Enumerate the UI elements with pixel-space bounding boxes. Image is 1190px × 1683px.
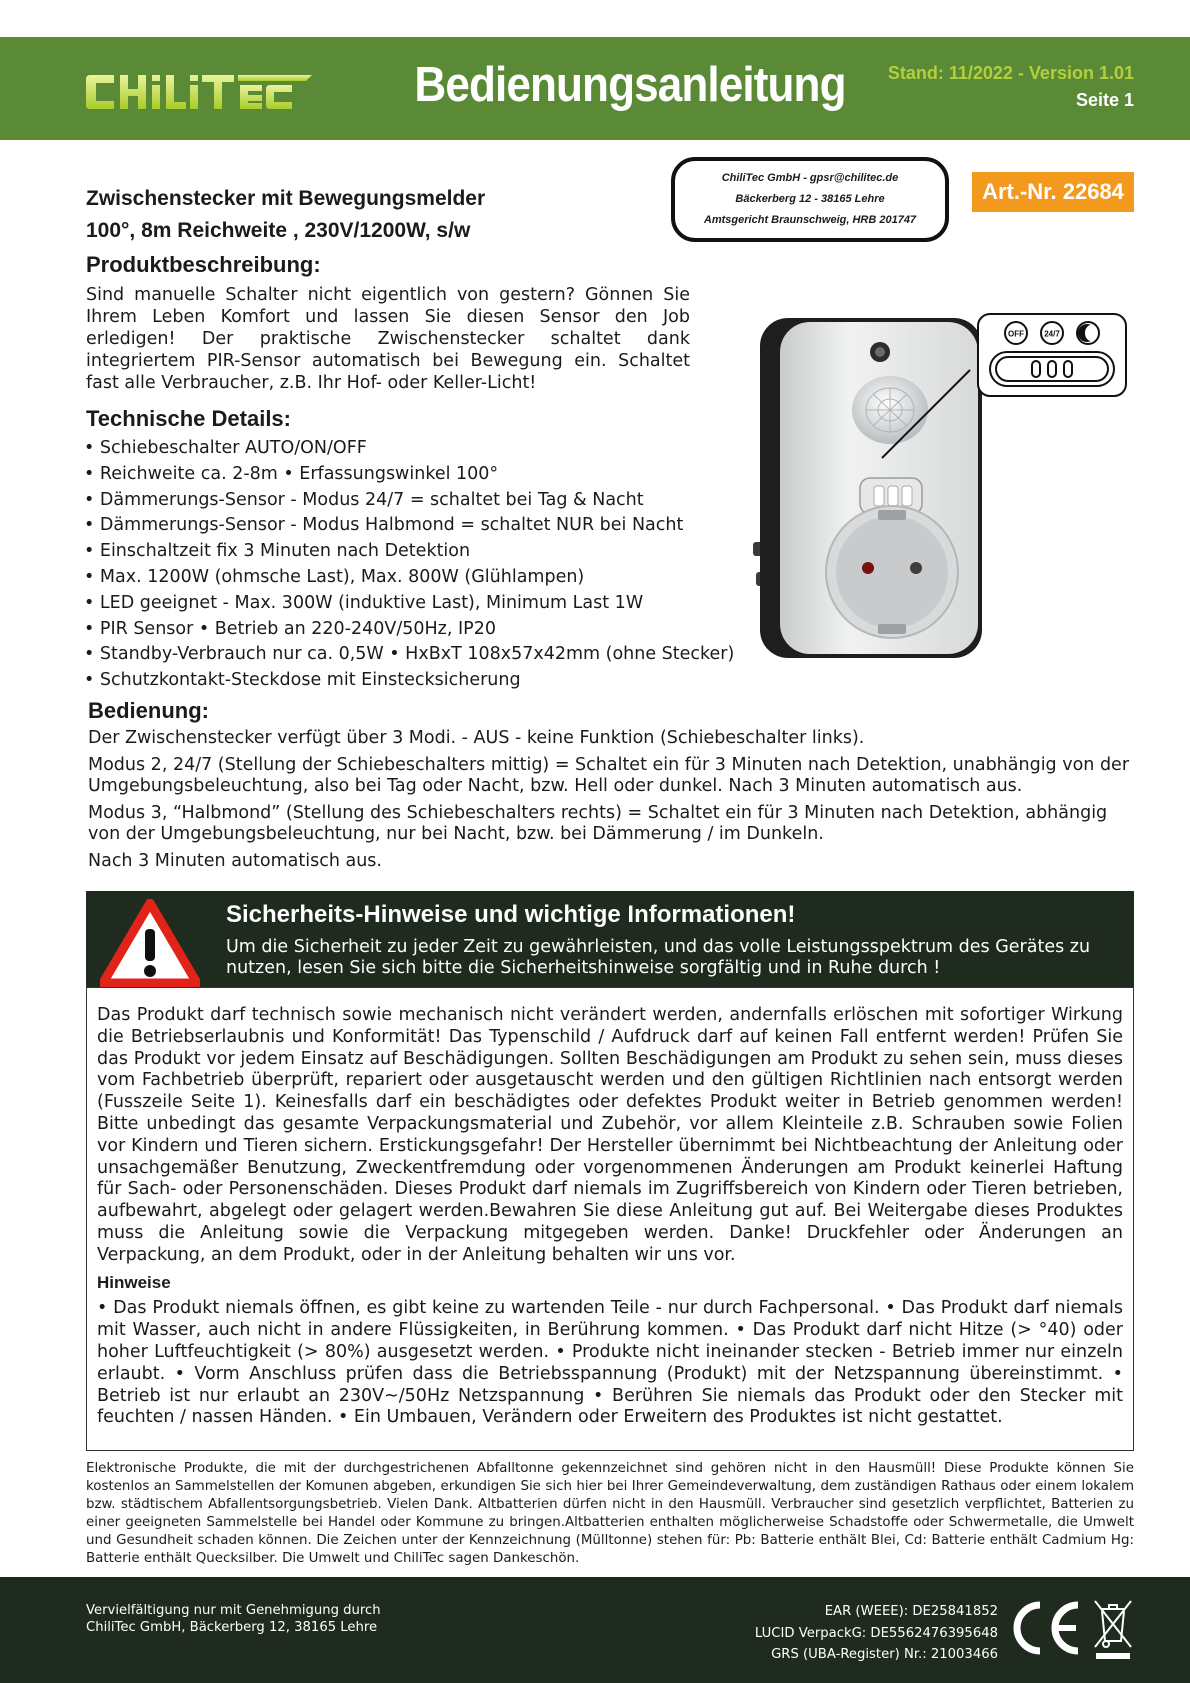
header-meta — [888, 63, 1134, 111]
tech-item: • LED geeignet - Max. 300W (induktive Last), Minimum Last 1W — [84, 592, 644, 613]
operation-paragraph: Modus 3, “Halbmond” (Stellung des Schiebeschalters rechts) = Schaltet ein für 3 Minuten nach Detektion, abhängig von der Umgebungsbeleuchtung, nur bei Nacht, bzw. bei Dämmerung / im Dunkeln. — [88, 802, 1108, 844]
footer-copyright — [86, 1602, 381, 1636]
document-title: Bedienungsanleitung — [414, 58, 846, 112]
description-heading: Produktbeschreibung: — [86, 252, 321, 277]
switch-label-24-7: 24/7 — [1044, 329, 1060, 339]
operation-paragraph: Der Zwischenstecker verfügt über 3 Modi. - AUS - keine Funktion (Schiebeschalter links). — [88, 728, 865, 748]
company-line1: ChiliTec GmbH - gpsr@chilitec.de — [721, 172, 899, 184]
tech-item: • Max. 1200W (ohmsche Last), Max. 800W (Glühlampen) — [84, 566, 585, 587]
page-number: Seite 1 — [1075, 90, 1134, 110]
tech-item: • PIR Sensor • Betrieb an 220-240V/50Hz, IP20 — [84, 618, 496, 639]
tech-item: • Dämmerungs-Sensor - Modus 24/7 = schaltet bei Tag & Nacht — [84, 489, 644, 510]
safety-title: Sicherheits-Hinweise und wichtige Informationen! — [226, 901, 796, 928]
article-number-badge: Art.-Nr. 22684 — [972, 172, 1134, 212]
tech-item: • Dämmerungs-Sensor - Modus Halbmond = schaltet NUR bei Nacht — [84, 515, 684, 536]
product-title-line1: Zwischenstecker mit Bewegungsmelder — [86, 187, 486, 210]
company-line2: Bäckerberg 12 - 38165 Lehre — [735, 193, 885, 205]
description-text: Sind manuelle Schalter nicht eigentlich von gestern? Gönnen Sie Ihrem Leben Komfort und lassen Sie diesen Sensor den Job erledigen! Der praktische Zwischenstecker schaltet dank integriertem PIR-Sensor automatisch bei Bewegung ein. Schaltet fast alle Verbraucher, z.B. Ihr Hof- oder Keller-Licht! — [86, 285, 690, 393]
tech-item: • Reichweite ca. 2-8m • Erfassungswinkel 100° — [84, 463, 499, 484]
grs-number: GRS (UBA-Register) Nr.: 21003466 — [771, 1647, 998, 1662]
tech-item: • Standby-Verbrauch nur ca. 0,5W • HxBxT 108x57x42mm (ohne Stecker) — [84, 644, 735, 665]
footer-registrations — [755, 1601, 998, 1666]
lucid-number: LUCID VerpackG: DE5562476395648 — [754, 1625, 998, 1641]
product-title-line2: 100°, 8m Reichweite , 230V/1200W, s/w — [86, 219, 471, 242]
disposal-text: Elektronische Produkte, die mit der durchgestrichenen Abfalltonne gekennzeichnet sind gehören nicht in den Hausmüll! Diese Produkte können Sie kostenlos an Sammelstellen der Komunen abgeben, erkundigen Sie sich hier bei Ihrer Gemeindeverwaltung, dem zuständigen Rathaus oder einem lokalem bzw. städtischem Abfallentsorgungsbetrieb. Vielen Dank. Altbatterien dürfen nicht in den Hausmüll. Verbraucher sind gesetzlich verpflichtet, Batterien zu einer geeigneten Sammelstelle bei Handel oder Kommune zu bringen.Altbatterien enthalten möglicherweise Schadstoffe oder Schwermetalle, die Umwelt und Gesundheit schaden können. Die Zeichen unter der Kennzeichnung (Mülltonne) stehen für: Pb: Batterie enthält Blei, Cd: Batterie enthält Cadmium Hg: Batterie enthält Quecksilber. Die Umwelt und ChiliTec sagen Dankeschön. — [86, 1461, 1134, 1566]
tech-details-list — [84, 436, 734, 694]
chilitec-logo — [84, 71, 314, 113]
tech-item: • Schiebeschalter AUTO/ON/OFF — [84, 438, 367, 458]
hinweise-text: • Das Produkt niemals öffnen, es gibt keine zu wartenden Teile - nur durch Fachpersonal. • Das Produkt darf niemals mit Wasser, auch nicht in andere Flüssigkeiten, in Berührung kommen. • Das Produkt darf nicht Hitze (> °40) oder hoher Luftfeuchtigkeit (> 80%) ausgesetzt werden. • Produkte nicht ineinander stecken - Betrieb immer nur einzeln erlaubt. • Vorm Anschluss prüfen dass die Betriebsspannung (Produkt) mit der Netzspannung übereinstimmt. • Betrieb ist nur erlaubt an 230V~/50Hz Netzspannung • Berühren Sie niemals das Produkt oder den Stecker mit feuchten / nassen Händen. • Ein Umbauen, Verändern oder Erweitern des Produktes ist nicht gestattet. — [97, 1298, 1123, 1428]
operation-heading: Bedienung: — [88, 698, 209, 723]
footer — [0, 1577, 1190, 1683]
company-info-box — [671, 157, 949, 242]
product-title — [86, 183, 485, 247]
tech-item: • Schutzkontakt-Steckdose mit Einstecksicherung — [84, 670, 521, 691]
hinweise-heading: Hinweise — [97, 1272, 171, 1292]
safety-header — [86, 891, 1134, 987]
crossed-bin-icon — [1092, 1597, 1134, 1661]
version-label: Stand: 11/2022 - Version 1.01 — [887, 63, 1134, 83]
safety-text: Das Produkt darf technisch sowie mechanisch nicht verändert werden, andernfalls erlöschen mit sofortiger Wirkung die Betriebserlaubnis und Konformität! Das Typenschild / Aufdruck darf auf keinen Fall entfernt werden! Prüfen Sie das Produkt vor jedem Einsatz auf Beschädigungen. Sollten Beschädigungen am Produkt zu sehen sein, muss dieses vom Fachbetrieb überprüft, repariert oder ausgetauscht werden und den gültigen Richtlinien nach entsorgt werden (Fusszeile Seite 1). Keinesfalls darf ein beschädigtes oder defektes Produkt weiter in Betrieb genommen werden! Bitte unbedingt das gesamte Verpackungsmaterial und Zubehör, vor allem Kleinteile z.B. Schrauben sowie Folien vor Kindern und Tieren sichern. Erstickungsgefahr! Der Hersteller übernimmt bei Nichtbeachtung der Anleitung oder unsachgemäßer Benutzung, Zweckentfremdung oder vorgenommenen Änderungen am Produkt keinerlei Haftung für Sach- oder Personenschäden. Dieses Produkt darf niemals im Zugriffsbereich von Kindern oder Tieren betrieben, aufbewahrt, abgelegt oder gelagert werden.Bewahren Sie diese Anleitung gut auf. Bei Weitergabe dieses Produktes muss die Anleitung sowie die Verpackung mitgegeben werden. Danke! Druckfehler oder Änderungen an Verpackung, an dem Produkt, oder in der Anleitung behalten wir uns vor. — [97, 1005, 1123, 1265]
footer-left-line2: ChiliTec GmbH, Bäckerberg 12, 38165 Lehre — [86, 1620, 378, 1635]
operation-text — [88, 728, 1136, 877]
safety-subtitle: Um die Sicherheit zu jeder Zeit zu gewährleisten, und das volle Leistungsspektrum des Gerätes zu nutzen, lesen Sie sich bitte die Sicherheitshinweise sorgfältig und in Ruhe durch ! — [226, 937, 1091, 978]
header-bar — [0, 37, 1190, 140]
tech-item: • Einschaltzeit fix 3 Minuten nach Detektion — [84, 541, 471, 562]
footer-left-line1: Vervielfältigung nur mit Genehmigung durch — [86, 1603, 381, 1618]
operation-paragraph: Nach 3 Minuten automatisch aus. — [88, 850, 382, 871]
safety-body — [86, 987, 1134, 1451]
switch-label-off: OFF — [1008, 329, 1024, 339]
ear-number: EAR (WEEE): DE25841852 — [824, 1604, 998, 1619]
product-image — [750, 310, 1130, 700]
tech-heading: Technische Details: — [86, 406, 291, 431]
ce-mark-icon — [1010, 1599, 1082, 1657]
operation-paragraph: Modus 2, 24/7 (Stellung der Schiebeschalters mittig) = Schaltet ein für 3 Minuten nach Detektion, unabhängig von der Umgebungsbeleuchtung, also bei Tag oder Nacht, bzw. Hell oder dunkel. Nach 3 Minuten automatisch aus. — [88, 754, 1130, 796]
company-line3: Amtsgericht Braunschweig, HRB 201747 — [703, 214, 917, 226]
warning-icon — [100, 899, 200, 987]
